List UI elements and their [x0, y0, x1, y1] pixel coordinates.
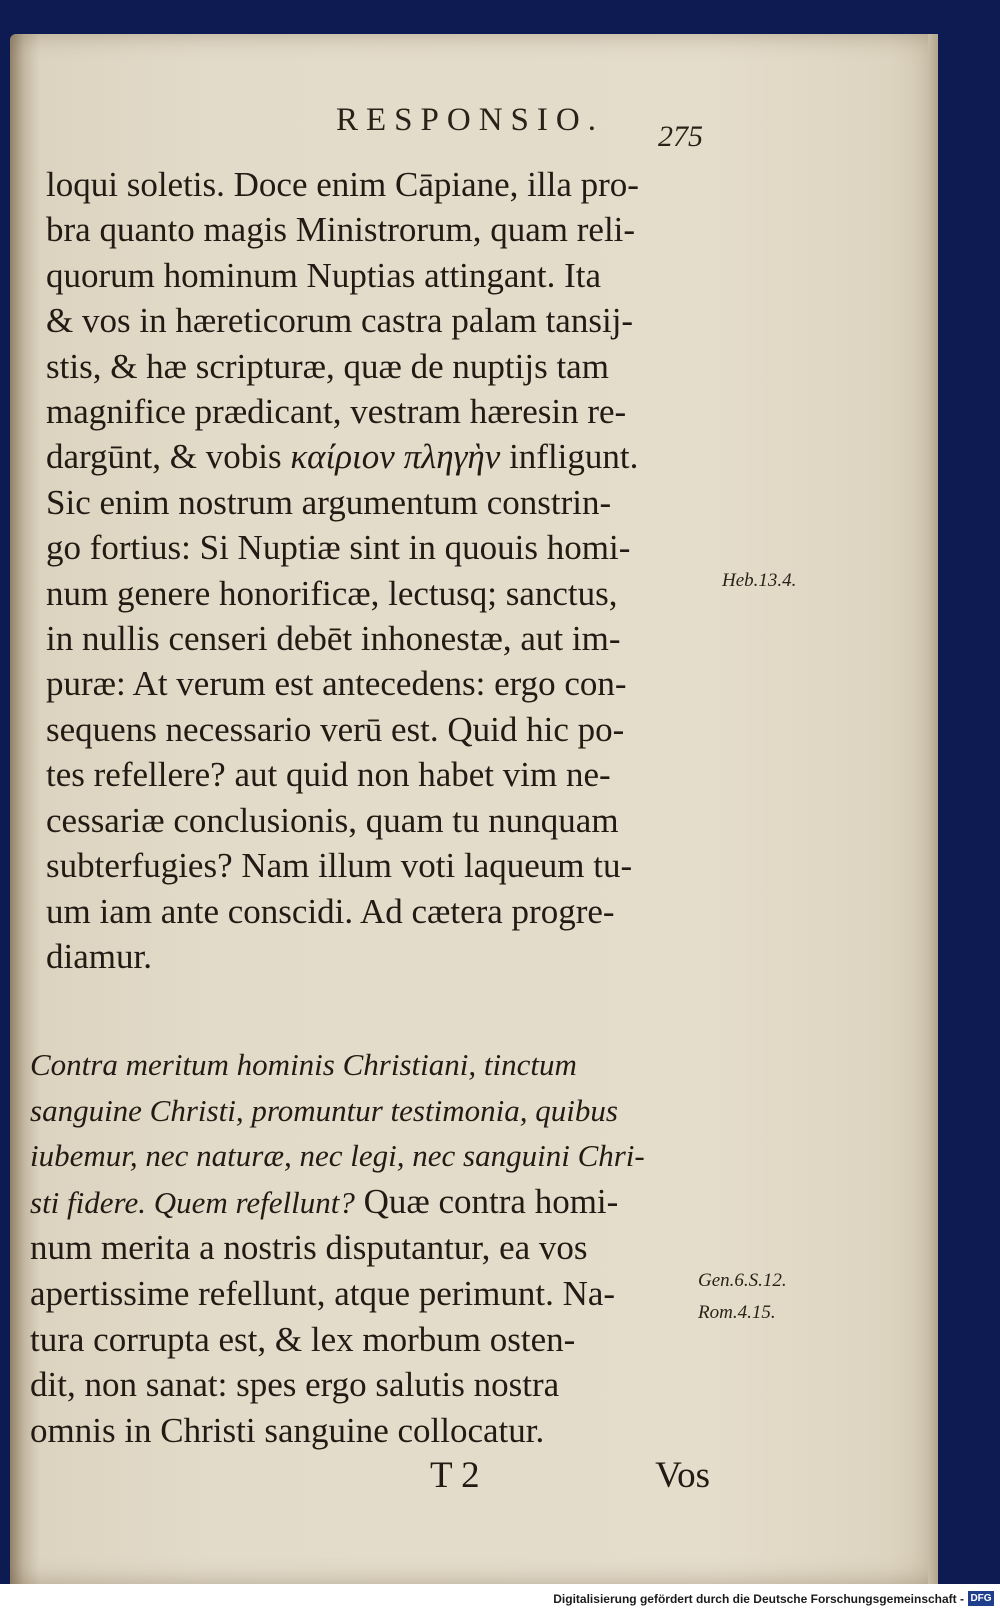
margin-note-heb: Heb.13.4. [722, 570, 797, 591]
book-page [10, 34, 938, 1584]
body-text [46, 162, 726, 979]
text-line: um iam ante conscidi. Ad cætera progre- [46, 891, 615, 931]
text-line: bra quanto magis Ministrorum, quam reli- [46, 210, 636, 250]
text-line-with-greek [46, 434, 726, 479]
signature-mark: T 2 [430, 1455, 480, 1496]
italic-line: Contra meritum hominis Christiani, tinctum [30, 1047, 577, 1082]
text-line: apertissime refellunt, atque perimunt. Na- [30, 1273, 616, 1313]
text-segment: infligunt. [500, 437, 639, 477]
text-line: subterfugies? Nam illum voti laqueum tu- [46, 846, 633, 886]
margin-note-rom: Rom.4.15. [698, 1302, 776, 1323]
text-line: omnis in Christi sanguine collocatur. [30, 1410, 545, 1450]
text-line: puræ: At verum est antecedens: ergo con- [46, 664, 627, 704]
text-line: num genere honorificæ, lectusq; sanctus, [46, 573, 618, 613]
text-line: diamur. [46, 936, 152, 976]
page-edge [928, 34, 938, 1584]
text-line: loqui soletis. Doce enim Cāpiane, illa pro- [46, 165, 639, 204]
text-line: dit, non sanat: spes ergo salutis nostra [30, 1365, 560, 1405]
margin-note-gen: Gen.6.S.12. [698, 1270, 787, 1291]
dfg-logo: DFG [968, 1591, 994, 1606]
objection-paragraph [30, 1042, 730, 1453]
text-segment: Quæ contra homi- [354, 1181, 619, 1221]
mixed-line [30, 1179, 730, 1226]
text-line: go fortius: Si Nuptiæ sint in quouis homi- [46, 528, 631, 568]
text-line: tes refellere? aut quid non habet vim ne- [46, 755, 611, 795]
text-segment: dargūnt, & vobis [46, 437, 282, 477]
catchword: Vos [655, 1455, 710, 1496]
text-line: cessariæ conclusionis, quam tu nunquam [46, 800, 619, 840]
text-line: magnifice prædicant, vestram hæresin re- [46, 392, 627, 432]
text-line: Sic enim nostrum argumentum constrin- [46, 482, 612, 522]
text-line: sequens necessario verū est. Quid hic po- [46, 709, 625, 749]
text-line: tura corrupta est, & lex morbum osten- [30, 1319, 576, 1359]
text-line: num merita a nostris disputantur, ea vos [30, 1228, 588, 1268]
text-line: & vos in hæreticorum castra palam tansij- [46, 301, 634, 341]
text-line: quorum hominum Nuptias attingant. Ita [46, 255, 602, 295]
footer-credit: Digitalisierung gefördert durch die Deutsche Forschungsgemeinschaft - [553, 1592, 964, 1606]
text-line: stis, & hæ scripturæ, quæ de nuptijs tam [46, 346, 609, 386]
italic-line: sanguine Christi, promuntur testimonia, quibus [30, 1092, 618, 1128]
running-head: RESPONSIO. [336, 102, 604, 138]
italic-line: iubemur, nec naturæ, nec legi, nec sanguini Chri- [30, 1138, 645, 1174]
italic-segment: sti fidere. Quem refellunt? [30, 1184, 355, 1220]
catchline [430, 1454, 710, 1497]
page-number: 275 [658, 120, 703, 153]
text-line: in nullis censeri debēt inhonestæ, aut im- [46, 619, 621, 659]
greek-phrase: καίριον πληγὴν [290, 437, 501, 477]
footer-bar [0, 1584, 1000, 1614]
